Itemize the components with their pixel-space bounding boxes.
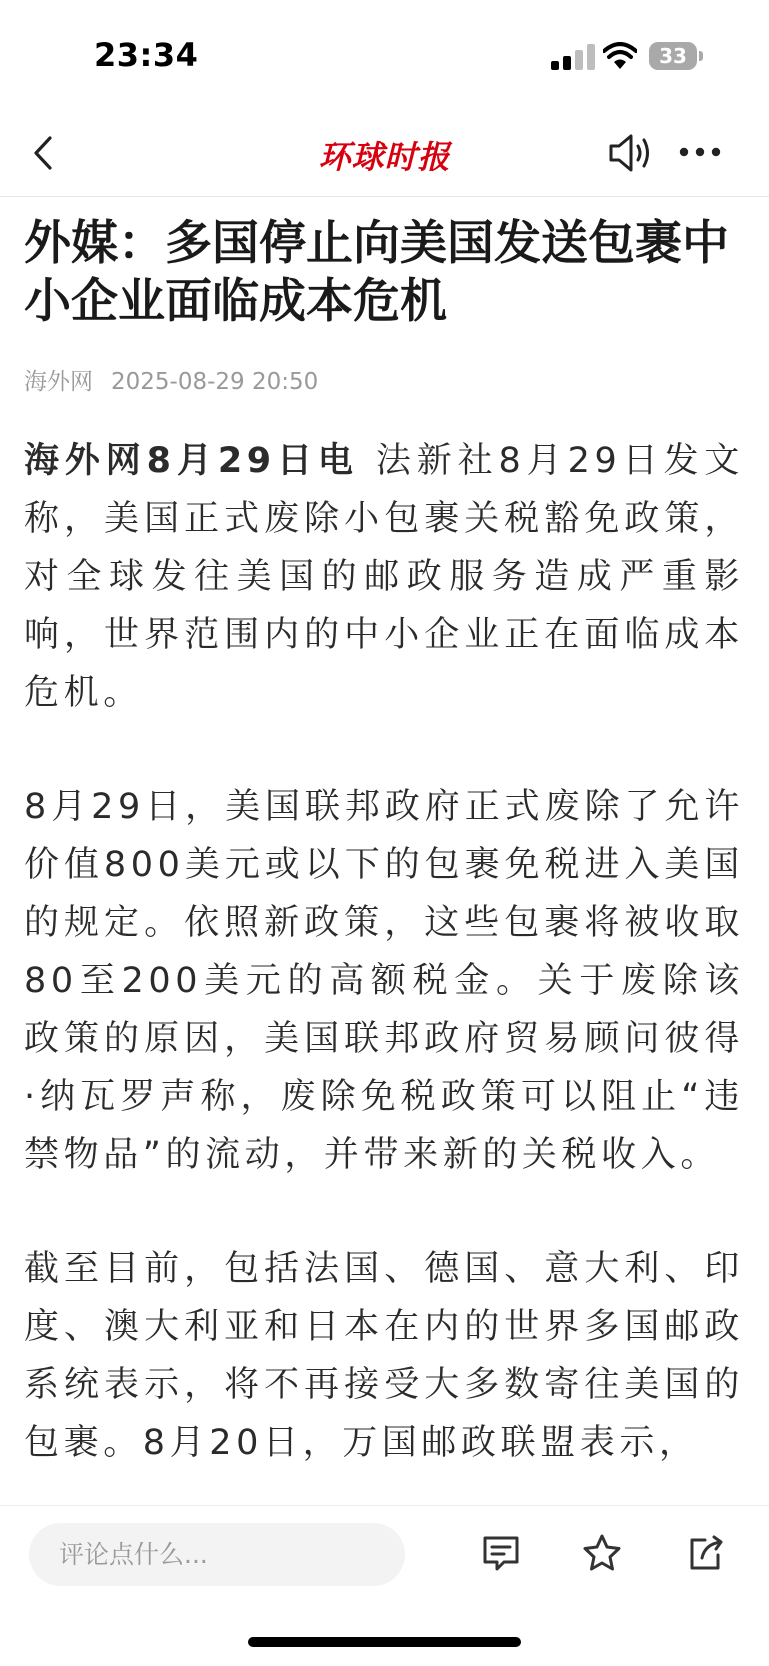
nav-bar bbox=[0, 110, 769, 197]
article-meta bbox=[24, 363, 744, 396]
more-icon[interactable] bbox=[678, 142, 722, 162]
signal-icon bbox=[551, 44, 595, 70]
article bbox=[24, 215, 744, 1472]
comment-input[interactable] bbox=[29, 1523, 405, 1586]
article-paragraph: 8月29日，美国联邦政府正式废除了允许价值800美元或以下的包裹免税进入美国的规定。依照新政策，这些包裹将被收取80至200美元的高额税金。关于废除该政策的原因，美国联邦政府贸易顾问彼得·纳瓦罗声称，废除免税政策可以阻止“违禁物品”的流动，并带来新的关税收入。 bbox=[24, 787, 744, 1175]
home-indicator bbox=[248, 1637, 521, 1647]
battery-icon: 33 bbox=[649, 42, 697, 70]
article-datetime: 2025-08-29 20:50 bbox=[111, 369, 319, 395]
app-logo: 环球时报 bbox=[318, 138, 451, 176]
speaker-icon[interactable] bbox=[607, 131, 653, 175]
comments-icon[interactable] bbox=[480, 1532, 522, 1574]
battery-cap bbox=[699, 51, 703, 61]
status-time: 23:34 bbox=[94, 36, 199, 74]
share-icon[interactable] bbox=[685, 1532, 727, 1574]
wifi-icon bbox=[603, 42, 637, 70]
status-bar bbox=[0, 0, 769, 110]
bottom-bar bbox=[0, 1505, 769, 1666]
article-paragraph bbox=[24, 432, 744, 722]
article-paragraph: 截至目前，包括法国、德国、意大利、印度、澳大利亚和日本在内的世界多国邮政系统表示，将不再接受大多数寄往美国的包裹。8月20日，万国邮政联盟表示， bbox=[24, 1249, 744, 1463]
article-headline: 外媒：多国停止向美国发送包裹中小企业面临成本危机 bbox=[24, 216, 729, 329]
star-icon[interactable] bbox=[581, 1532, 623, 1574]
paragraph-lead: 海外网8月29日电 bbox=[24, 441, 359, 481]
paragraph-body: 法新社8月29日发文称，美国正式废除小包裹关税豁免政策，对全球发往美国的邮政服务造成严重影响，世界范围内的中小企业正在面临成本危机。 bbox=[24, 441, 744, 713]
article-source[interactable]: 海外网 bbox=[24, 369, 93, 395]
